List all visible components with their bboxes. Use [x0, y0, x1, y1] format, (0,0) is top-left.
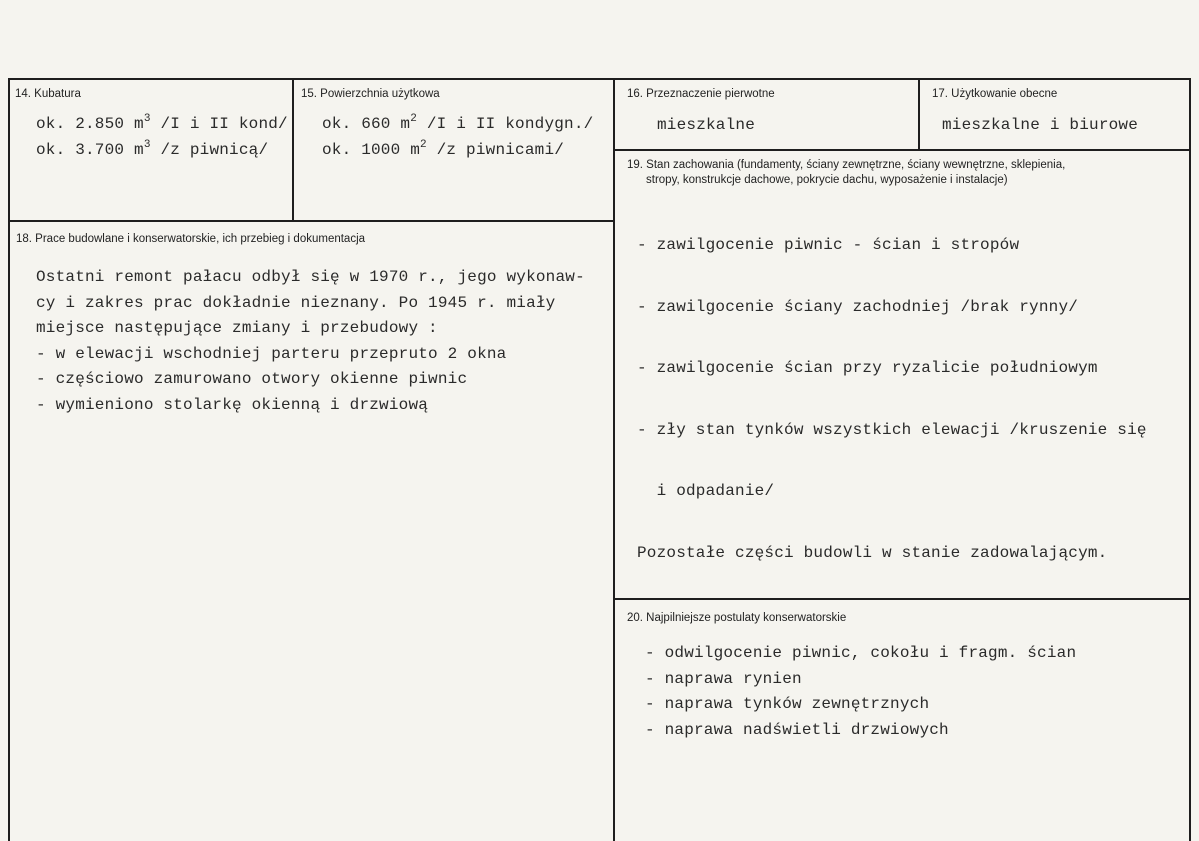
field-15-value-1: ok. 660 $m^2$ /I i II kondygn./: [322, 113, 594, 133]
field-19-line: - zły stan tynków wszystkich elewacji /kruszenie się: [637, 420, 1147, 439]
field-20-label: 20. Najpilniejsze postulaty konserwatorskie: [627, 612, 847, 624]
field-19-label-2: stropy, konstrukcje dachowe, pokrycie dachu, wyposażenie i instalacje): [646, 174, 1008, 186]
field-14-label: 14. Kubatura: [15, 88, 81, 100]
field-19-line: i odpadanie/: [637, 482, 775, 500]
field-18-line: - wymieniono stolarkę okienną i drzwiową: [36, 395, 429, 414]
divider-main: [613, 78, 615, 841]
field-18-line: Ostatni remont pałacu odbył się w 1970 r., jego wykonaw-: [36, 268, 585, 286]
field-15-value-2: ok. 1000 $m^2$ /z piwnicami/: [322, 139, 565, 159]
field-17-value: mieszkalne i biurowe: [942, 116, 1139, 134]
top-rule: [8, 78, 1191, 80]
field-20-line: - naprawa rynien: [645, 669, 802, 688]
field-18-label: 18. Prace budowlane i konserwatorskie, ich przebieg i dokumentacja: [16, 233, 366, 245]
field-16-label: 16. Przeznaczenie pierwotne: [627, 88, 775, 100]
field-16-value: mieszkalne: [657, 116, 756, 134]
field-18-text: [36, 265, 585, 418]
field-19-label-1: 19. Stan zachowania (fundamenty, ściany zewnętrzne, ściany wewnętrzne, sklepienia,: [627, 159, 1066, 171]
right-edge: [1189, 78, 1191, 841]
field-20-text: [645, 641, 1076, 743]
rule-row1-right: [615, 149, 1191, 151]
field-19-text: [637, 197, 1147, 602]
field-20-line: - naprawa nadświetli drzwiowych: [645, 720, 949, 739]
field-17-label: 17. Użytkowanie obecne: [932, 88, 1058, 100]
field-19-line: - zawilgocenie piwnic - ścian i stropów: [637, 236, 1020, 254]
field-14-value-2: ok. 3.700 $m^3$ /z piwnicą/: [36, 139, 269, 159]
field-20-line: - naprawa tynków zewnętrznych: [645, 695, 930, 713]
field-15-label: 15. Powierzchnia użytkowa: [301, 88, 440, 100]
field-14-value-1: ok. 2.850 $m^3$ /I i II kond/: [36, 113, 288, 133]
field-19-line: Pozostałe części budowli w stanie zadowalającym.: [637, 543, 1108, 562]
field-18-line: - w elewacji wschodniej parteru przepruto 2 okna: [36, 344, 507, 363]
field-18-line: - częściowo zamurowano otwory okienne piwnic: [36, 370, 468, 388]
field-20-line: - odwilgocenie piwnic, cokołu i fragm. ścian: [645, 644, 1077, 662]
field-19-line: - zawilgocenie ścian przy ryzalicie południowym: [637, 359, 1098, 377]
rule-row1-left: [8, 220, 615, 222]
field-18-line: cy i zakres prac dokładnie nieznany. Po 1945 r. miały: [36, 293, 556, 312]
left-edge: [8, 78, 10, 841]
field-18-line: miejsce następujące zmiany i przebudowy :: [36, 319, 438, 337]
divider-16-17: [918, 78, 920, 150]
field-19-line: - zawilgocenie ściany zachodniej /brak rynny/: [637, 297, 1079, 316]
divider-14-15: [292, 78, 294, 221]
